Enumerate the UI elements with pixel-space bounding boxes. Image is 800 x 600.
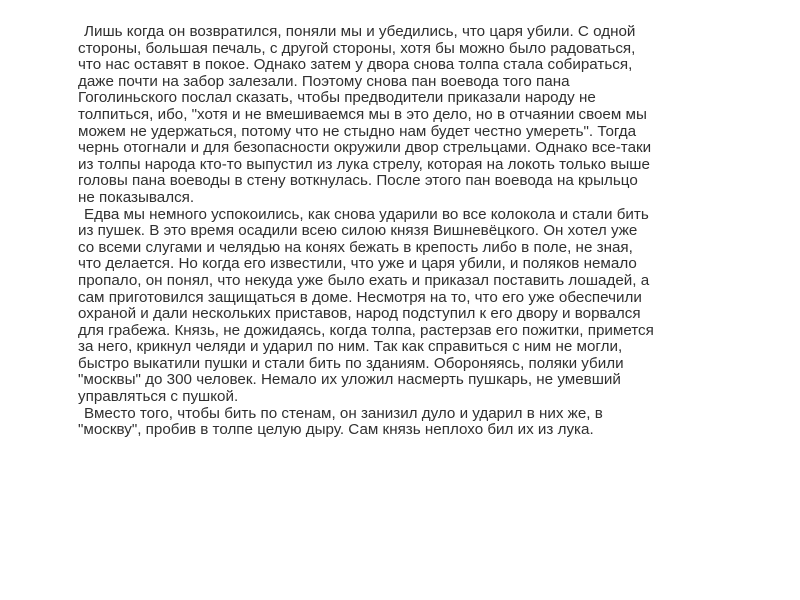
paragraph-3: Вместо того, чтобы бить по стенам, он занизил дуло и ударил в них же, в "москву", пробив в толпе целую дыру. Сам князь неплохо бил их из лука. <box>78 404 603 439</box>
paragraph-1: Лишь когда он возвратился, поняли мы и убедились, что царя убили. С одной стороны, большая печаль, с другой стороны, хотя бы можно было радоваться, что нас оставят в покое. Однако затем у двора снова толпа стала собираться, даже почти на забор залезали. Поэтому снова пан воевода того пана Гоголиньского послал сказать, чтобы предводители приказали народу не толпиться, ибо, "хотя и не вмешиваемся мы в это дело, но в отчаянии своем мы можем не удержаться, потому что не стыдно нам будет честно умереть". Тогда чернь отогнали и для безопасности окружили двор стрельцами. Однако все-таки из толпы народа кто-то выпустил из лука стрелу, которая на локоть только выше головы пана воеводы в стену воткнулась. После этого пан воевода на крыльцо не показывался. <box>78 23 652 206</box>
paragraph-2: Едва мы немного успокоились, как снова ударили во все колокола и стали бить из пушек. В это время осадили всею силою князя Вишневёцкого. Он хотел уже со всеми слугами и челядью на конях бежать в крепость либо в поле, не зная, что делается. Но когда его известили, что уже и царя убили, и поляков немало пропало, он понял, что некуда уже было ехать и приказал поставить лошадей, а сам приготовился защищаться в доме. Несмотря на то, что его уже обеспечили охраной и дали нескольких приставов, народ подступил к его двору и ворвался для грабежа. Князь, не дожидаясь, когда толпа, растерзав его пожитки, примется за него, крикнул челяди и ударил по ним. Так как справиться с ним не могли, быстро выкатили пушки и стали бить по зданиям. Обороняясь, поляки убили "москвы" до 300 человек. Немало их уложил насмерть пушкарь, не умевший управляться с пушкой. <box>78 205 654 406</box>
text-body <box>78 24 750 439</box>
